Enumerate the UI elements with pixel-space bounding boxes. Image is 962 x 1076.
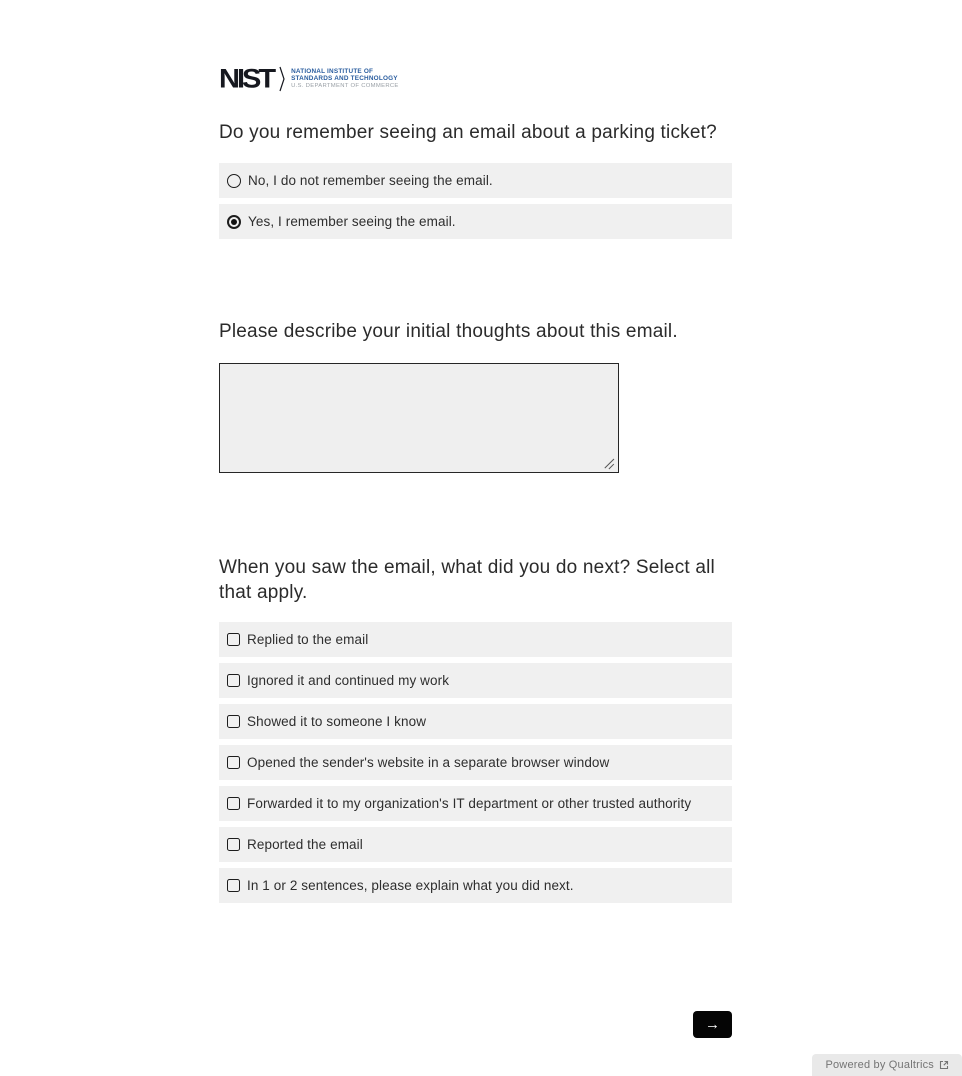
radio-icon[interactable] bbox=[227, 215, 241, 229]
survey-container bbox=[219, 64, 732, 1038]
checkbox-group bbox=[219, 622, 732, 903]
question-text: When you saw the email, what did you do next? Select all that apply. bbox=[219, 557, 715, 603]
checkbox-icon[interactable] bbox=[227, 838, 240, 851]
checkbox-icon[interactable] bbox=[227, 715, 240, 728]
nist-wordmark: NIST bbox=[219, 63, 274, 94]
question-text: Do you remember seeing an email about a parking ticket? bbox=[219, 122, 717, 143]
radio-option-yes[interactable] bbox=[219, 204, 732, 239]
checkbox-option-explain[interactable] bbox=[219, 868, 732, 903]
checkbox-icon[interactable] bbox=[227, 797, 240, 810]
checkbox-icon[interactable] bbox=[227, 674, 240, 687]
checkbox-option-opened-website[interactable] bbox=[219, 745, 732, 780]
nist-logo-line1: NATIONAL INSTITUTE OF bbox=[291, 67, 374, 75]
radio-option-no[interactable] bbox=[219, 163, 732, 198]
initial-thoughts-textarea[interactable] bbox=[219, 363, 619, 473]
navigation-row bbox=[219, 1011, 732, 1038]
checkbox-option-ignored[interactable] bbox=[219, 663, 732, 698]
checkbox-option-showed[interactable] bbox=[219, 704, 732, 739]
nist-bracket-icon bbox=[279, 66, 287, 92]
checkbox-option-label: Opened the sender's website in a separate browser window bbox=[247, 755, 610, 770]
radio-icon[interactable] bbox=[227, 174, 241, 188]
question-what-did-you-do bbox=[219, 555, 732, 903]
powered-by-qualtrics-label: Powered by Qualtrics bbox=[825, 1059, 934, 1071]
nist-logo-line3: U.S. DEPARTMENT OF COMMERCE bbox=[291, 82, 399, 89]
checkbox-option-forwarded[interactable] bbox=[219, 786, 732, 821]
checkbox-icon[interactable] bbox=[227, 879, 240, 892]
nist-logo bbox=[219, 64, 732, 94]
checkbox-icon[interactable] bbox=[227, 633, 240, 646]
checkbox-option-label: Ignored it and continued my work bbox=[247, 673, 450, 688]
question-text: Please describe your initial thoughts about this email. bbox=[219, 321, 678, 342]
checkbox-option-replied[interactable] bbox=[219, 622, 732, 657]
powered-by-qualtrics-link[interactable] bbox=[812, 1054, 962, 1076]
radio-option-label: Yes, I remember seeing the email. bbox=[248, 214, 456, 229]
external-link-icon bbox=[939, 1060, 949, 1070]
checkbox-option-label: Reported the email bbox=[247, 837, 363, 852]
radio-group bbox=[219, 163, 732, 239]
question-initial-thoughts bbox=[219, 319, 732, 473]
nist-logo-text bbox=[291, 68, 399, 91]
nist-logo-line2: STANDARDS AND TECHNOLOGY bbox=[291, 75, 398, 83]
checkbox-option-label: In 1 or 2 sentences, please explain what you did next. bbox=[247, 878, 574, 893]
checkbox-option-label: Forwarded it to my organization's IT department or other trusted authority bbox=[247, 796, 692, 811]
checkbox-option-reported[interactable] bbox=[219, 827, 732, 862]
question-remember-email bbox=[219, 120, 732, 239]
next-button[interactable]: → bbox=[693, 1011, 732, 1038]
checkbox-option-label: Replied to the email bbox=[247, 632, 369, 647]
text-entry-wrap bbox=[219, 363, 619, 473]
checkbox-icon[interactable] bbox=[227, 756, 240, 769]
checkbox-option-label: Showed it to someone I know bbox=[247, 714, 427, 729]
radio-option-label: No, I do not remember seeing the email. bbox=[248, 173, 493, 188]
